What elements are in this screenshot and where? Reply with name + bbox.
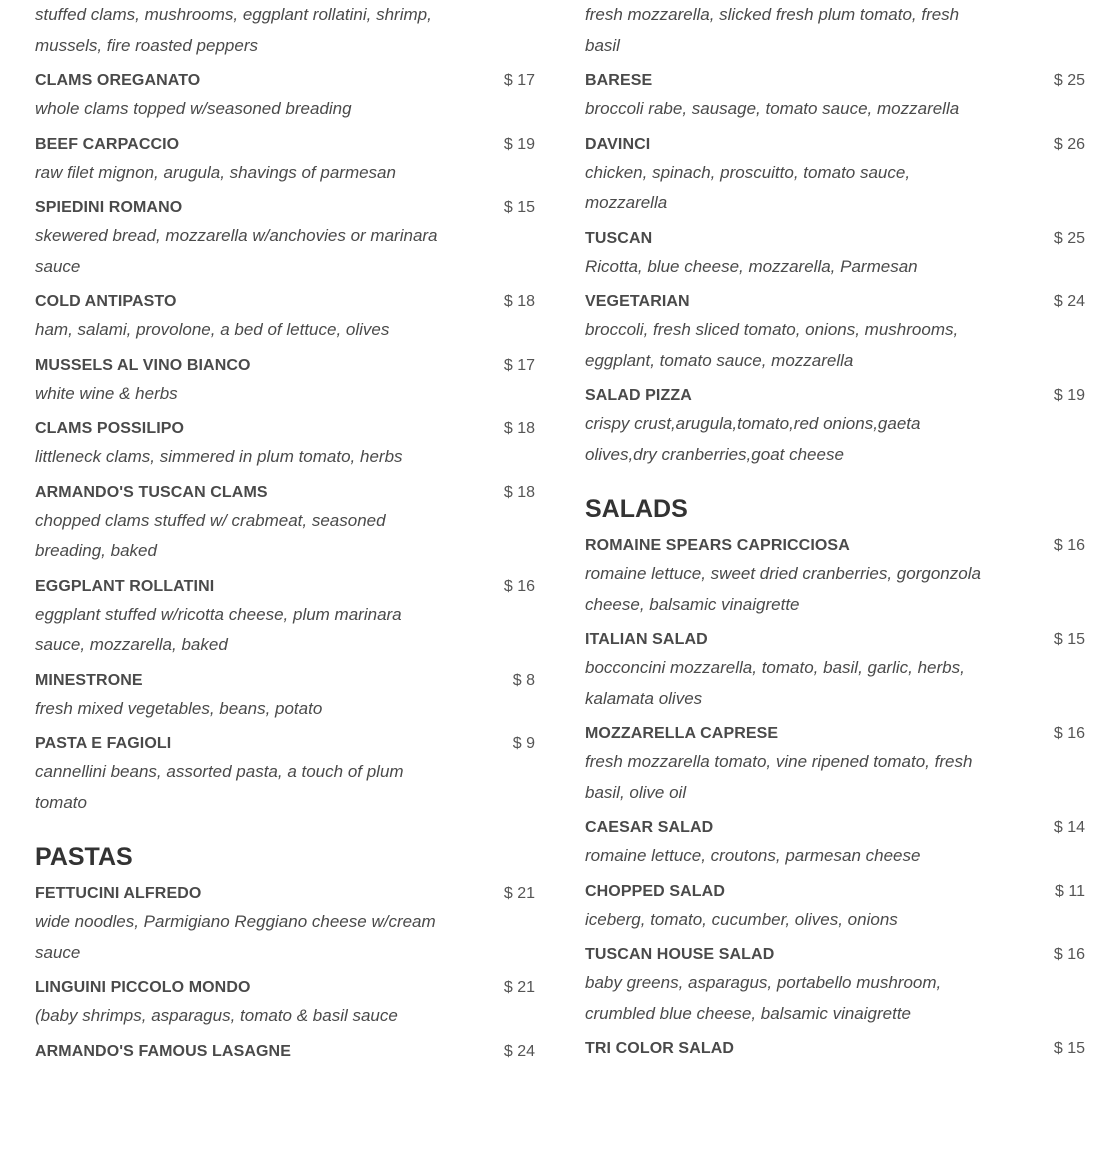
menu-item-name: CAESAR SALAD [585, 819, 714, 836]
menu-item-header [35, 881, 535, 906]
menu-item-header [35, 1039, 535, 1064]
menu-item-name: MOZZARELLA CAPRESE [585, 725, 779, 742]
menu-item [585, 383, 1085, 470]
menu-item-header [35, 195, 535, 220]
menu-item-description: (baby shrimps, asparagus, tomato & basil sauce [35, 1006, 398, 1025]
menu-item-description: baby greens, asparagus, portabello mushroom, crumbled blue cheese, balsamic vinaigrette [585, 973, 942, 1023]
menu-item-price: $ 25 [1053, 229, 1085, 247]
item-description: fresh mozzarella, slicked fresh plum tomato, fresh basil [585, 5, 960, 55]
menu-item-price: $ 19 [503, 135, 535, 153]
menu-item [35, 416, 535, 473]
menu-item [35, 975, 535, 1032]
menu-item-name: EGGPLANT ROLLATINI [35, 577, 215, 595]
menu-item-header [35, 289, 535, 314]
menu-item-name: MINESTRONE [35, 671, 143, 689]
menu-item-price: $ 14 [1053, 819, 1085, 836]
menu-item-price: $ 18 [503, 293, 535, 310]
menu-item-price: $ 16 [1053, 537, 1085, 554]
menu-item-header [585, 226, 1085, 251]
section-title-pastas: PASTAS [35, 843, 133, 871]
menu-item-description: Ricotta, blue cheese, mozzarella, Parmesan [585, 256, 918, 276]
menu-item-name: CLAMS POSSILIPO [35, 420, 185, 437]
menu-item-name: COLD ANTIPASTO [35, 293, 177, 310]
salads-list [585, 533, 1085, 1061]
menu-item-header [35, 68, 535, 93]
menu-item-description: romaine lettuce, sweet dried cranberries, gorgonzola cheese, balsamic vinaigrette [585, 564, 981, 614]
menu-item-description: bocconcini mozzarella, tomato, basil, garlic, herbs, kalamata olives [585, 658, 965, 708]
menu-item [35, 881, 535, 968]
menu-item-description: whole clams topped w/seasoned breading [35, 99, 352, 118]
pizzas-list [585, 68, 1085, 470]
menu-item-name: TUSCAN [585, 229, 653, 247]
menu-item-price: $ 21 [503, 885, 535, 902]
menu-item-price: $ 15 [1053, 631, 1085, 648]
menu-item [585, 533, 1085, 620]
menu-item-header [35, 132, 535, 157]
menu-item-description: cannellini beans, assorted pasta, a touch of plum tomato [35, 762, 404, 812]
menu-item-price: $ 9 [512, 735, 535, 752]
menu-item-price: $ 17 [503, 72, 535, 89]
menu-item-name: BEEF CARPACCIO [35, 135, 180, 153]
menu-item [585, 1036, 1085, 1061]
menu-item-price: $ 19 [1053, 387, 1085, 404]
menu-item-price: $ 17 [503, 356, 535, 374]
menu-item-price: $ 24 [503, 1042, 535, 1060]
menu-item-name: SALAD PIZZA [585, 387, 692, 404]
menu-item [35, 1039, 535, 1064]
menu-item [35, 353, 535, 410]
menu-item-header [585, 289, 1085, 314]
menu-item-description: chicken, spinach, proscuitto, tomato sauce, mozzarella [585, 162, 911, 212]
menu-item-header [35, 731, 535, 756]
menu-item-name: TRI COLOR SALAD [585, 1040, 735, 1057]
menu-item-price: $ 21 [503, 979, 535, 996]
menu-item-header [585, 132, 1085, 157]
menu-item [35, 480, 535, 567]
menu-item [585, 627, 1085, 714]
menu-item-header [35, 416, 535, 441]
menu-item-name: TUSCAN HOUSE SALAD [585, 946, 775, 963]
menu-item-description: white wine & herbs [35, 383, 178, 403]
menu-column-right [585, 0, 1085, 1061]
menu-item-price: $ 8 [512, 671, 535, 689]
menu-item-name: ARMANDO'S TUSCAN CLAMS [35, 483, 268, 501]
menu-item-description: ham, salami, provolone, a bed of lettuce, olives [35, 320, 390, 339]
menu-item-price: $ 26 [1053, 135, 1085, 153]
menu-item [35, 574, 535, 661]
menu-item-price: $ 16 [1053, 946, 1085, 963]
menu-item-name: ROMAINE SPEARS CAPRICCIOSA [585, 537, 850, 554]
menu-item [585, 289, 1085, 376]
menu-item-name: LINGUINI PICCOLO MONDO [35, 979, 251, 996]
menu-item-name: BARESE [585, 72, 653, 89]
menu-item-header [35, 668, 535, 693]
menu-item-header [35, 574, 535, 599]
menu-item-header [35, 480, 535, 505]
menu-item-description: littleneck clams, simmered in plum tomato, herbs [35, 447, 403, 466]
menu-item-name: ITALIAN SALAD [585, 631, 708, 648]
appetizers-list [35, 68, 535, 818]
menu-item-name: MUSSELS AL VINO BIANCO [35, 356, 251, 374]
pastas-list [35, 881, 535, 1064]
menu-item-header [585, 815, 1085, 840]
menu-item-description: crispy crust,arugula,tomato,red onions,gaeta olives,dry cranberries,goat cheese [585, 414, 921, 464]
menu-item-name: FETTUCINI ALFREDO [35, 885, 202, 902]
menu-item-name: ARMANDO'S FAMOUS LASAGNE [35, 1042, 291, 1060]
section-title-salads: SALADS [585, 495, 688, 523]
menu-item [585, 132, 1085, 219]
menu-item-name: CLAMS OREGANATO [35, 72, 201, 89]
menu-item-price: $ 16 [503, 577, 535, 595]
menu-item-header [35, 353, 535, 378]
menu-item-header [585, 533, 1085, 558]
menu-item-header [35, 975, 535, 1000]
menu-item [35, 132, 535, 189]
menu-item-header [585, 383, 1085, 408]
menu-item [35, 68, 535, 125]
menu-item-price: $ 25 [1053, 72, 1085, 89]
menu-item-description: skewered bread, mozzarella w/anchovies or marinara sauce [35, 226, 438, 276]
menu-item-price: $ 11 [1055, 882, 1085, 900]
menu-item-header [585, 942, 1085, 967]
menu-item-price: $ 16 [1053, 725, 1085, 742]
menu-item-header [585, 1036, 1085, 1061]
menu-item [585, 942, 1085, 1029]
menu-item [35, 668, 535, 725]
menu-item-price: $ 18 [503, 483, 535, 501]
menu-item [35, 731, 535, 818]
menu-item [585, 815, 1085, 872]
menu-item-description: fresh mozzarella tomato, vine ripened tomato, fresh basil, olive oil [585, 752, 973, 802]
menu-item-price: $ 15 [1053, 1040, 1085, 1057]
menu-item-description: chopped clams stuffed w/ crabmeat, seasoned breading, baked [35, 510, 386, 560]
menu-item-name: PASTA E FAGIOLI [35, 735, 172, 752]
menu-item [35, 195, 535, 282]
menu-column-left [35, 0, 535, 1064]
menu-item-description: raw filet mignon, arugula, shavings of parmesan [35, 162, 396, 182]
menu-item [585, 226, 1085, 283]
menu-item-description: fresh mixed vegetables, beans, potato [35, 698, 323, 718]
menu-item-price: $ 15 [503, 199, 535, 216]
menu-item-price: $ 24 [1053, 293, 1085, 310]
menu-item-header [585, 627, 1085, 652]
menu-item-name: CHOPPED SALAD [585, 882, 725, 900]
menu-item-description: wide noodles, Parmigiano Reggiano cheese w/cream sauce [35, 912, 436, 962]
menu-item-name: SPIEDINI ROMANO [35, 199, 183, 216]
menu-item [585, 721, 1085, 808]
menu-item [585, 879, 1085, 936]
menu-item-header [585, 68, 1085, 93]
menu-item [35, 289, 535, 346]
item-description: stuffed clams, mushrooms, eggplant rollatini, shrimp, mussels, fire roasted peppers [35, 5, 432, 55]
menu-item-description: iceberg, tomato, cucumber, olives, onions [585, 909, 898, 929]
menu-item-name: VEGETARIAN [585, 293, 690, 310]
menu-item-price: $ 18 [503, 420, 535, 437]
menu-item-header [585, 879, 1085, 904]
menu-item-name: DAVINCI [585, 135, 651, 153]
menu-item-description: broccoli rabe, sausage, tomato sauce, mozzarella [585, 99, 960, 118]
menu-item-description: eggplant stuffed w/ricotta cheese, plum marinara sauce, mozzarella, baked [35, 604, 402, 654]
menu-item-header [585, 721, 1085, 746]
menu-item-description: romaine lettuce, croutons, parmesan cheese [585, 846, 921, 865]
menu-item [585, 68, 1085, 125]
menu-item-description: broccoli, fresh sliced tomato, onions, mushrooms, eggplant, tomato sauce, mozzarella [585, 320, 959, 370]
